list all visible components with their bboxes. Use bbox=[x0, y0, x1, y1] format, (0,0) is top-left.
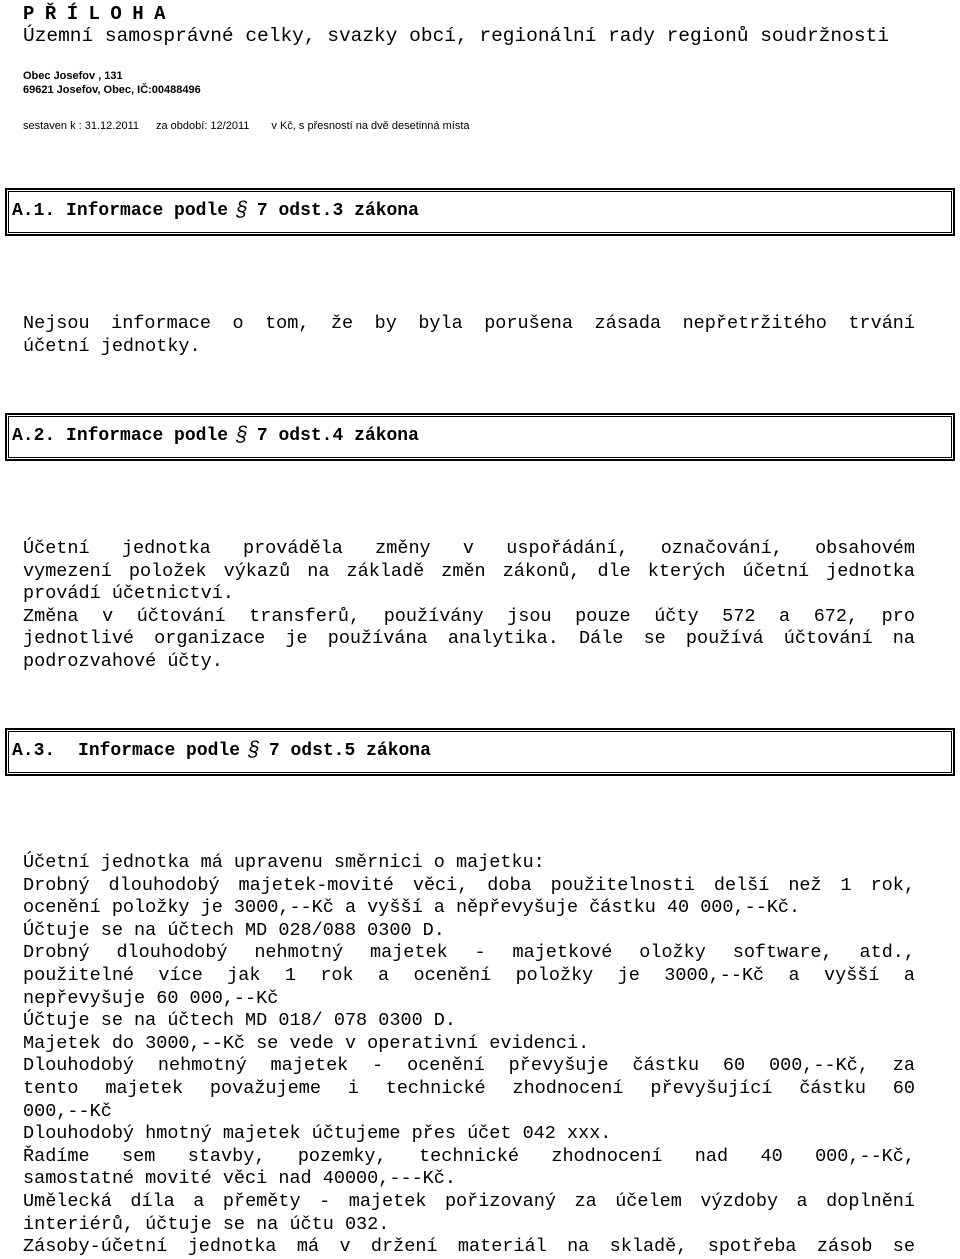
paragraph-sign: § bbox=[247, 739, 260, 763]
text-line: Dlouhodobý hmotný majetek účtujeme přes účet 042 xxx. bbox=[23, 1123, 612, 1145]
text-line: Dlouhodobý nehmotný majetek - ocenění převyšuje částku 60 000,--Kč, za bbox=[23, 1055, 915, 1077]
section-a1-title bbox=[12, 201, 419, 221]
period-range: za období: 12/2011 bbox=[156, 120, 250, 132]
text-line: Zásoby-účetní jednotka má v držení materiál na skladě, spotřeba zásob se bbox=[23, 1236, 915, 1258]
section-number: A.2. bbox=[12, 426, 56, 446]
text-line: použitelné více jak 1 rok a ocenění položky je 3000,--Kč a vyšší a bbox=[23, 964, 915, 986]
text-line: Účetní jednotka prováděla změny v uspořádání, označování, obsahovém bbox=[23, 538, 915, 559]
text-line: tento majetek považujeme i technické zhodnocení převyšující částku 60 bbox=[23, 1077, 915, 1099]
text-line: Nejsou informace o tom, že by byla porušena zásada nepřetržitého trvání bbox=[23, 313, 915, 334]
text-line: nepřevyšuje 60 000,--Kč bbox=[23, 987, 279, 1009]
report-period bbox=[23, 120, 470, 132]
document-subtitle: Územní samosprávné celky, svazky obcí, regionální rady regionů soudržnosti bbox=[23, 25, 889, 47]
paragraph-sign: § bbox=[235, 199, 248, 223]
section-a2-body bbox=[23, 538, 915, 674]
text-line: jednotlivé organizace je používána analytika. Dále se používá účtování na bbox=[23, 628, 915, 650]
text-line: Drobný dlouhodobý nehmotný majetek - majetkové oložky software, atd., bbox=[23, 942, 915, 964]
text-line: samostatné movité věci nad 40000,---Kč. bbox=[23, 1168, 456, 1190]
section-heading: Informace podle bbox=[78, 741, 241, 761]
section-a2-header bbox=[5, 413, 955, 461]
text-line: Umělecká díla a přeměty - majetek pořizovaný za účelem výzdoby a doplnění bbox=[23, 1190, 915, 1212]
paragraph-sign: § bbox=[235, 424, 248, 448]
section-a2-title bbox=[12, 426, 419, 446]
section-heading: Informace podle bbox=[66, 426, 229, 446]
organization-name: Obec Josefov , 131 bbox=[23, 70, 123, 82]
text-line: Účtuje se na účtech MD 018/ 078 0300 D. bbox=[23, 1010, 456, 1032]
text-line: podrozvahové účty. bbox=[23, 650, 223, 672]
text-line: Změna v účtování transferů, používány jsou pouze účty 572 a 672, pro bbox=[23, 605, 915, 627]
organization-address: 69621 Josefov, Obec, IČ:00488496 bbox=[23, 84, 201, 96]
section-a3-body bbox=[23, 852, 915, 1259]
currency-precision: v Kč, s přesností na dvě desetinná místa bbox=[271, 120, 470, 132]
section-number: A.1. bbox=[12, 201, 56, 221]
text-line: Účetní jednotka má upravenu směrnici o majetku: bbox=[23, 852, 545, 873]
section-heading: Informace podle bbox=[66, 201, 229, 221]
text-line: Řadíme sem stavby, pozemky, technické zhodnocení nad 40 000,--Kč, bbox=[23, 1145, 915, 1167]
text-line: vymezení položek výkazů na základě změn zákonů, dle kterých účetní jednotka bbox=[23, 560, 915, 582]
text-line: účetní jednotky. bbox=[23, 335, 201, 357]
section-ref: 7 odst.4 zákona bbox=[256, 426, 419, 446]
section-number: A.3. bbox=[12, 741, 56, 761]
text-line: Účtuje se na účtech MD 028/088 0300 D. bbox=[23, 919, 445, 941]
text-line: Majetek do 3000,--Kč se vede v operativní evidenci. bbox=[23, 1032, 590, 1054]
text-line: 000,--Kč bbox=[23, 1100, 112, 1122]
text-line: interiérů, účtuje se na účtu 032. bbox=[23, 1213, 390, 1235]
compiled-date: sestaven k : 31.12.2011 bbox=[23, 120, 139, 132]
section-ref: 7 odst.3 zákona bbox=[256, 201, 419, 221]
section-a3-title bbox=[12, 741, 431, 761]
section-a3-header bbox=[5, 728, 955, 776]
section-ref: 7 odst.5 zákona bbox=[268, 741, 431, 761]
text-line: ocenění položky je 3000,--Kč a vyšší a něpřevyšuje částku 40 000,--Kč. bbox=[23, 897, 801, 919]
text-line: provádí účetnictví. bbox=[23, 583, 234, 605]
section-a1-header bbox=[5, 188, 955, 236]
text-line: Drobný dlouhodobý majetek-movité věci, doba použitelnosti delší než 1 rok, bbox=[23, 874, 915, 896]
document-title: PŘÍLOHA bbox=[23, 3, 176, 25]
section-a1-body bbox=[23, 313, 915, 358]
